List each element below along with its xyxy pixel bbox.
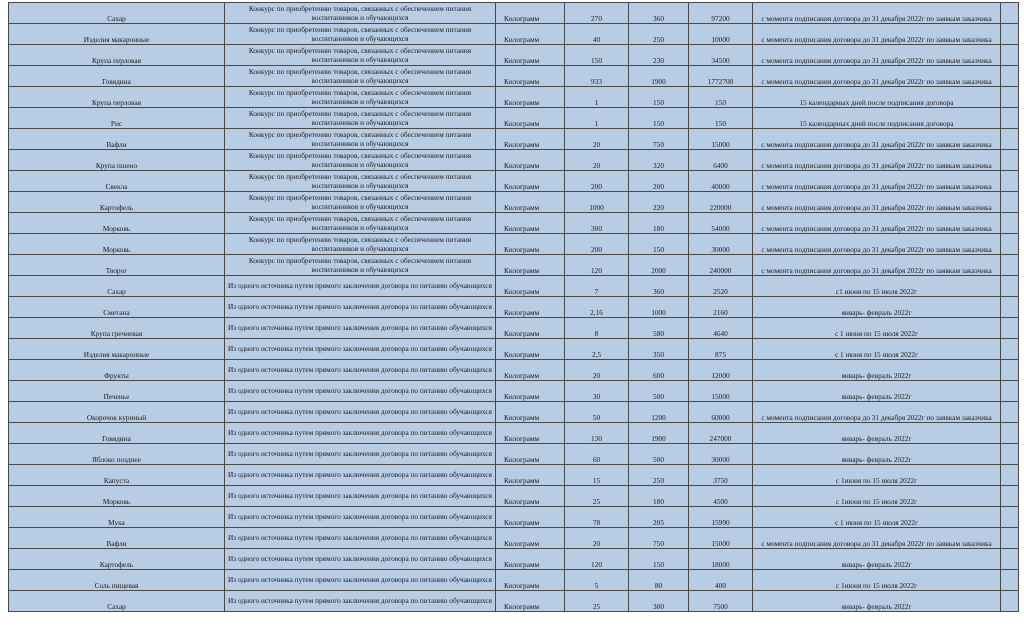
table-row bbox=[9, 423, 1019, 444]
cell-empty[interactable] bbox=[1001, 318, 1019, 339]
table-row bbox=[9, 24, 1019, 45]
cell-quantity[interactable]: 120 bbox=[565, 255, 629, 276]
cell-quantity[interactable]: 40 bbox=[565, 24, 629, 45]
cell-delivery-term[interactable]: январь- февраль 2022г bbox=[753, 381, 1001, 402]
cell-sum[interactable]: 15990 bbox=[689, 507, 753, 528]
cell-price[interactable]: 220 bbox=[629, 192, 689, 213]
cell-empty[interactable] bbox=[1001, 108, 1019, 129]
cell-delivery-term[interactable]: с момента подписания договора до 31 декабря 2022г по заявкам заказчика bbox=[753, 129, 1001, 150]
cell-product-name[interactable]: Крупа перловая bbox=[9, 45, 225, 66]
cell-quantity[interactable]: 933 bbox=[565, 66, 629, 87]
cell-product-name[interactable]: Творог bbox=[9, 255, 225, 276]
cell-sum[interactable]: 2520 bbox=[689, 276, 753, 297]
cell-unit[interactable]: Килограмм bbox=[496, 255, 565, 276]
table-row bbox=[9, 3, 1019, 24]
cell-delivery-term[interactable]: с1 июня по 15 июля 2022г bbox=[753, 276, 1001, 297]
cell-quantity[interactable]: 200 bbox=[565, 171, 629, 192]
cell-empty[interactable] bbox=[1001, 402, 1019, 423]
cell-sum[interactable]: 6400 bbox=[689, 150, 753, 171]
cell-quantity[interactable]: 2,16 bbox=[565, 297, 629, 318]
cell-procurement-method[interactable]: Из одного источника путем прямого заключения договора по питанию обучающихся bbox=[225, 507, 496, 528]
cell-delivery-term[interactable]: январь- февраль 2022г bbox=[753, 360, 1001, 381]
cell-empty[interactable] bbox=[1001, 360, 1019, 381]
table-body bbox=[9, 3, 1019, 612]
cell-price[interactable]: 750 bbox=[629, 528, 689, 549]
cell-sum[interactable]: 30000 bbox=[689, 234, 753, 255]
cell-sum[interactable]: 150 bbox=[689, 87, 753, 108]
cell-sum[interactable]: 54000 bbox=[689, 213, 753, 234]
cell-price[interactable]: 500 bbox=[629, 444, 689, 465]
cell-unit[interactable]: Килограмм bbox=[496, 528, 565, 549]
cell-empty[interactable] bbox=[1001, 24, 1019, 45]
cell-empty[interactable] bbox=[1001, 150, 1019, 171]
cell-procurement-method[interactable]: Конкурс по приобретению товаров, связанных с обеспечением питания воспитанников и обучающихся bbox=[225, 24, 496, 45]
cell-product-name[interactable]: Яблоко позднее bbox=[9, 444, 225, 465]
cell-quantity[interactable]: 120 bbox=[565, 549, 629, 570]
cell-empty[interactable] bbox=[1001, 465, 1019, 486]
cell-sum[interactable]: 18000 bbox=[689, 549, 753, 570]
cell-sum[interactable]: 15000 bbox=[689, 129, 753, 150]
table-row bbox=[9, 549, 1019, 570]
cell-quantity[interactable]: 1000 bbox=[565, 192, 629, 213]
cell-price[interactable]: 360 bbox=[629, 276, 689, 297]
cell-delivery-term[interactable]: 15 календарных дней после подписания договора bbox=[753, 87, 1001, 108]
cell-product-name[interactable]: Окорочок куриный bbox=[9, 402, 225, 423]
cell-empty[interactable] bbox=[1001, 339, 1019, 360]
cell-delivery-term[interactable]: с 1 июня по 15 июля 2022г bbox=[753, 507, 1001, 528]
cell-quantity[interactable]: 78 bbox=[565, 507, 629, 528]
table-row bbox=[9, 318, 1019, 339]
cell-price[interactable]: 230 bbox=[629, 45, 689, 66]
table-row bbox=[9, 297, 1019, 318]
cell-procurement-method[interactable]: Конкурс по приобретению товаров, связанных с обеспечением питания воспитанников и обучающихся bbox=[225, 192, 496, 213]
cell-sum[interactable]: 7500 bbox=[689, 591, 753, 612]
cell-sum[interactable]: 30000 bbox=[689, 444, 753, 465]
cell-quantity[interactable]: 1 bbox=[565, 87, 629, 108]
cell-price[interactable]: 600 bbox=[629, 360, 689, 381]
cell-delivery-term[interactable]: с 1 июня по 15 июля 2022г bbox=[753, 339, 1001, 360]
cell-unit[interactable]: Килограмм bbox=[496, 192, 565, 213]
cell-sum[interactable]: 40000 bbox=[689, 171, 753, 192]
cell-procurement-method[interactable]: Конкурс по приобретению товаров, связанных с обеспечением питания воспитанников и обучающихся bbox=[225, 87, 496, 108]
cell-unit[interactable]: Килограмм bbox=[496, 66, 565, 87]
cell-delivery-term[interactable]: 15 календарных дней после подписания договора bbox=[753, 108, 1001, 129]
cell-quantity[interactable]: 1 bbox=[565, 108, 629, 129]
cell-delivery-term[interactable]: с момента подписания договора до 31 декабря 2022г по заявкам заказчика bbox=[753, 528, 1001, 549]
cell-product-name[interactable]: Морковь bbox=[9, 486, 225, 507]
cell-empty[interactable] bbox=[1001, 87, 1019, 108]
table-row bbox=[9, 339, 1019, 360]
cell-product-name[interactable]: Изделия макаронные bbox=[9, 24, 225, 45]
cell-quantity[interactable]: 30 bbox=[565, 381, 629, 402]
cell-sum[interactable]: 150 bbox=[689, 108, 753, 129]
cell-sum[interactable]: 220000 bbox=[689, 192, 753, 213]
cell-empty[interactable] bbox=[1001, 276, 1019, 297]
cell-empty[interactable] bbox=[1001, 507, 1019, 528]
cell-price[interactable]: 1200 bbox=[629, 402, 689, 423]
table-row bbox=[9, 381, 1019, 402]
table-row bbox=[9, 465, 1019, 486]
cell-delivery-term[interactable]: январь- февраль 2022г bbox=[753, 591, 1001, 612]
cell-sum[interactable]: 97200 bbox=[689, 3, 753, 24]
cell-unit[interactable]: Килограмм bbox=[496, 465, 565, 486]
cell-product-name[interactable]: Фрукты bbox=[9, 360, 225, 381]
cell-procurement-method[interactable]: Из одного источника путем прямого заключения договора по питанию обучающихся bbox=[225, 297, 496, 318]
cell-quantity[interactable]: 200 bbox=[565, 234, 629, 255]
cell-sum[interactable]: 3750 bbox=[689, 465, 753, 486]
cell-quantity[interactable]: 7 bbox=[565, 276, 629, 297]
cell-product-name[interactable]: Картофель bbox=[9, 192, 225, 213]
cell-product-name[interactable]: Рис bbox=[9, 108, 225, 129]
cell-quantity[interactable]: 8 bbox=[565, 318, 629, 339]
cell-procurement-method[interactable]: Конкурс по приобретению товаров, связанных с обеспечением питания воспитанников и обучающихся bbox=[225, 129, 496, 150]
cell-empty[interactable] bbox=[1001, 423, 1019, 444]
table-row bbox=[9, 171, 1019, 192]
cell-unit[interactable]: Килограмм bbox=[496, 423, 565, 444]
cell-unit[interactable]: Килограмм bbox=[496, 171, 565, 192]
cell-delivery-term[interactable]: с момента подписания договора до 31 декабря 2022г по заявкам заказчика bbox=[753, 192, 1001, 213]
cell-empty[interactable] bbox=[1001, 570, 1019, 591]
cell-product-name[interactable]: Вафли bbox=[9, 129, 225, 150]
cell-procurement-method[interactable]: Из одного источника путем прямого заключения договора по питанию обучающихся bbox=[225, 528, 496, 549]
cell-empty[interactable] bbox=[1001, 45, 1019, 66]
cell-procurement-method[interactable]: Из одного источника путем прямого заключения договора по питанию обучающихся bbox=[225, 360, 496, 381]
cell-procurement-method[interactable]: Из одного источника путем прямого заключения договора по питанию обучающихся bbox=[225, 465, 496, 486]
cell-unit[interactable]: Килограмм bbox=[496, 297, 565, 318]
cell-price[interactable]: 200 bbox=[629, 171, 689, 192]
cell-procurement-method[interactable]: Конкурс по приобретению товаров, связанных с обеспечением питания воспитанников и обучающихся bbox=[225, 150, 496, 171]
cell-quantity[interactable]: 130 bbox=[565, 423, 629, 444]
cell-quantity[interactable]: 25 bbox=[565, 591, 629, 612]
cell-empty[interactable] bbox=[1001, 129, 1019, 150]
table-row bbox=[9, 108, 1019, 129]
cell-price[interactable]: 500 bbox=[629, 381, 689, 402]
cell-delivery-term[interactable]: с 1июня по 15 июля 2022г bbox=[753, 570, 1001, 591]
cell-product-name[interactable]: Соль пищевая bbox=[9, 570, 225, 591]
cell-sum[interactable]: 15000 bbox=[689, 528, 753, 549]
table-row bbox=[9, 528, 1019, 549]
cell-quantity[interactable]: 60 bbox=[565, 444, 629, 465]
cell-price[interactable]: 150 bbox=[629, 87, 689, 108]
cell-empty[interactable] bbox=[1001, 486, 1019, 507]
cell-product-name[interactable]: Капуста bbox=[9, 465, 225, 486]
cell-quantity[interactable]: 20 bbox=[565, 150, 629, 171]
cell-procurement-method[interactable]: Конкурс по приобретению товаров, связанных с обеспечением питания воспитанников и обучающихся bbox=[225, 45, 496, 66]
cell-procurement-method[interactable]: Из одного источника путем прямого заключения договора по питанию обучающихся bbox=[225, 486, 496, 507]
table-row bbox=[9, 45, 1019, 66]
cell-delivery-term[interactable]: с 1 июня по 15 июля 2022г bbox=[753, 318, 1001, 339]
cell-price[interactable]: 205 bbox=[629, 507, 689, 528]
cell-unit[interactable]: Килограмм bbox=[496, 570, 565, 591]
cell-unit[interactable]: Килограмм bbox=[496, 444, 565, 465]
cell-product-name[interactable]: Картофель bbox=[9, 549, 225, 570]
cell-product-name[interactable]: Крупа перловая bbox=[9, 87, 225, 108]
cell-product-name[interactable]: Сметана bbox=[9, 297, 225, 318]
cell-product-name[interactable]: Вафли bbox=[9, 528, 225, 549]
cell-product-name[interactable]: Свекла bbox=[9, 171, 225, 192]
cell-product-name[interactable]: Говядина bbox=[9, 423, 225, 444]
cell-empty[interactable] bbox=[1001, 297, 1019, 318]
cell-delivery-term[interactable]: с 1июня по 15 июля 2022г bbox=[753, 465, 1001, 486]
cell-price[interactable]: 150 bbox=[629, 234, 689, 255]
cell-delivery-term[interactable]: январь- февраль 2022г bbox=[753, 444, 1001, 465]
cell-product-name[interactable]: Мука bbox=[9, 507, 225, 528]
cell-empty[interactable] bbox=[1001, 3, 1019, 24]
cell-product-name[interactable]: Печенье bbox=[9, 381, 225, 402]
cell-procurement-method[interactable]: Из одного источника путем прямого заключения договора по питанию обучающихся bbox=[225, 570, 496, 591]
cell-unit[interactable]: Килограмм bbox=[496, 150, 565, 171]
cell-unit[interactable]: Килограмм bbox=[496, 45, 565, 66]
cell-price[interactable]: 320 bbox=[629, 150, 689, 171]
table-row bbox=[9, 192, 1019, 213]
cell-delivery-term[interactable]: с момента подписания договора до 31 декабря 2022г по заявкам заказчика bbox=[753, 255, 1001, 276]
cell-unit[interactable]: Килограмм bbox=[496, 24, 565, 45]
cell-product-name[interactable]: Сахар bbox=[9, 591, 225, 612]
table-row bbox=[9, 66, 1019, 87]
cell-quantity[interactable]: 270 bbox=[565, 3, 629, 24]
table-row bbox=[9, 276, 1019, 297]
cell-product-name[interactable]: Крупа пшено bbox=[9, 150, 225, 171]
cell-sum[interactable]: 15000 bbox=[689, 381, 753, 402]
cell-price[interactable]: 250 bbox=[629, 465, 689, 486]
table-row bbox=[9, 444, 1019, 465]
cell-price[interactable]: 80 bbox=[629, 570, 689, 591]
cell-delivery-term[interactable]: с момента подписания договора до 31 декабря 2022г по заявкам заказчика bbox=[753, 150, 1001, 171]
cell-delivery-term[interactable]: январь- февраль 2022г bbox=[753, 423, 1001, 444]
cell-unit[interactable]: Килограмм bbox=[496, 108, 565, 129]
cell-empty[interactable] bbox=[1001, 192, 1019, 213]
cell-quantity[interactable]: 2,5 bbox=[565, 339, 629, 360]
cell-unit[interactable]: Килограмм bbox=[496, 276, 565, 297]
table-row bbox=[9, 129, 1019, 150]
cell-quantity[interactable]: 25 bbox=[565, 486, 629, 507]
cell-procurement-method[interactable]: Конкурс по приобретению товаров, связанных с обеспечением питания воспитанников и обучающихся bbox=[225, 3, 496, 24]
cell-delivery-term[interactable]: с 1июня по 15 июля 2022г bbox=[753, 486, 1001, 507]
cell-product-name[interactable]: Крупа гречневая bbox=[9, 318, 225, 339]
cell-empty[interactable] bbox=[1001, 591, 1019, 612]
cell-price[interactable]: 580 bbox=[629, 318, 689, 339]
cell-price[interactable]: 1900 bbox=[629, 66, 689, 87]
table-row bbox=[9, 486, 1019, 507]
cell-procurement-method[interactable]: Конкурс по приобретению товаров, связанных с обеспечением питания воспитанников и обучающихся bbox=[225, 255, 496, 276]
cell-price[interactable]: 350 bbox=[629, 339, 689, 360]
table-row bbox=[9, 507, 1019, 528]
cell-quantity[interactable]: 20 bbox=[565, 129, 629, 150]
cell-procurement-method[interactable]: Из одного источника путем прямого заключения договора по питанию обучающихся bbox=[225, 444, 496, 465]
cell-price[interactable]: 2000 bbox=[629, 255, 689, 276]
cell-delivery-term[interactable]: с момента подписания договора до 31 декабря 2022г по заявкам заказчика bbox=[753, 234, 1001, 255]
cell-delivery-term[interactable]: январь- февраль 2022г bbox=[753, 549, 1001, 570]
cell-product-name[interactable]: Сахар bbox=[9, 276, 225, 297]
cell-unit[interactable]: Килограмм bbox=[496, 549, 565, 570]
cell-unit[interactable]: Килограмм bbox=[496, 486, 565, 507]
cell-price[interactable]: 150 bbox=[629, 549, 689, 570]
cell-empty[interactable] bbox=[1001, 171, 1019, 192]
cell-empty[interactable] bbox=[1001, 444, 1019, 465]
cell-sum[interactable]: 400 bbox=[689, 570, 753, 591]
cell-unit[interactable]: Килограмм bbox=[496, 591, 565, 612]
cell-empty[interactable] bbox=[1001, 255, 1019, 276]
cell-quantity[interactable]: 20 bbox=[565, 528, 629, 549]
table-row bbox=[9, 402, 1019, 423]
cell-empty[interactable] bbox=[1001, 66, 1019, 87]
cell-procurement-method[interactable]: Из одного источника путем прямого заключения договора по питанию обучающихся bbox=[225, 339, 496, 360]
cell-unit[interactable]: Килограмм bbox=[496, 402, 565, 423]
table-row bbox=[9, 255, 1019, 276]
cell-quantity[interactable]: 5 bbox=[565, 570, 629, 591]
cell-delivery-term[interactable]: с момента подписания договора до 31 декабря 2022г по заявкам заказчика bbox=[753, 45, 1001, 66]
cell-quantity[interactable]: 300 bbox=[565, 213, 629, 234]
table-row bbox=[9, 213, 1019, 234]
cell-quantity[interactable]: 20 bbox=[565, 360, 629, 381]
cell-sum[interactable]: 12000 bbox=[689, 360, 753, 381]
cell-delivery-term[interactable]: с момента подписания договора до 31 декабря 2022г по заявкам заказчика bbox=[753, 213, 1001, 234]
cell-price[interactable]: 750 bbox=[629, 129, 689, 150]
cell-sum[interactable]: 4640 bbox=[689, 318, 753, 339]
cell-sum[interactable]: 875 bbox=[689, 339, 753, 360]
cell-quantity[interactable]: 150 bbox=[565, 45, 629, 66]
cell-unit[interactable]: Килограмм bbox=[496, 234, 565, 255]
cell-price[interactable]: 300 bbox=[629, 591, 689, 612]
cell-unit[interactable]: Килограмм bbox=[496, 507, 565, 528]
cell-price[interactable]: 360 bbox=[629, 3, 689, 24]
cell-sum[interactable]: 10000 bbox=[689, 24, 753, 45]
cell-product-name[interactable]: Говядина bbox=[9, 66, 225, 87]
table-row bbox=[9, 150, 1019, 171]
cell-price[interactable]: 250 bbox=[629, 24, 689, 45]
cell-delivery-term[interactable]: с момента подписания договора до 31 декабря 2022г по заявкам заказчика bbox=[753, 24, 1001, 45]
cell-empty[interactable] bbox=[1001, 213, 1019, 234]
cell-unit[interactable]: Килограмм bbox=[496, 360, 565, 381]
table-row bbox=[9, 360, 1019, 381]
cell-delivery-term[interactable]: с момента подписания договора до 31 декабря 2022г по заявкам заказчика bbox=[753, 402, 1001, 423]
table-row bbox=[9, 234, 1019, 255]
cell-delivery-term[interactable]: январь- февраль 2022г bbox=[753, 297, 1001, 318]
cell-price[interactable]: 180 bbox=[629, 213, 689, 234]
cell-empty[interactable] bbox=[1001, 381, 1019, 402]
cell-unit[interactable]: Килограмм bbox=[496, 318, 565, 339]
cell-sum[interactable]: 247000 bbox=[689, 423, 753, 444]
cell-empty[interactable] bbox=[1001, 549, 1019, 570]
table-row bbox=[9, 87, 1019, 108]
cell-product-name[interactable]: Морковь bbox=[9, 213, 225, 234]
cell-sum[interactable]: 2160 bbox=[689, 297, 753, 318]
cell-unit[interactable]: Килограмм bbox=[496, 213, 565, 234]
cell-sum[interactable]: 60000 bbox=[689, 402, 753, 423]
cell-procurement-method[interactable]: Конкурс по приобретению товаров, связанных с обеспечением питания воспитанников и обучающихся bbox=[225, 66, 496, 87]
cell-delivery-term[interactable]: с момента подписания договора до 31 декабря 2022г по заявкам заказчика bbox=[753, 66, 1001, 87]
cell-price[interactable]: 1000 bbox=[629, 297, 689, 318]
cell-product-name[interactable]: Изделия макаронные bbox=[9, 339, 225, 360]
cell-product-name[interactable]: Морковь bbox=[9, 234, 225, 255]
cell-sum[interactable]: 4500 bbox=[689, 486, 753, 507]
cell-procurement-method[interactable]: Конкурс по приобретению товаров, связанных с обеспечением питания воспитанников и обучающихся bbox=[225, 108, 496, 129]
cell-procurement-method[interactable]: Из одного источника путем прямого заключения договора по питанию обучающихся bbox=[225, 318, 496, 339]
cell-procurement-method[interactable]: Из одного источника путем прямого заключения договора по питанию обучающихся bbox=[225, 381, 496, 402]
cell-procurement-method[interactable]: Из одного источника путем прямого заключения договора по питанию обучающихся bbox=[225, 423, 496, 444]
cell-unit[interactable]: Килограмм bbox=[496, 87, 565, 108]
cell-price[interactable]: 1900 bbox=[629, 423, 689, 444]
cell-quantity[interactable]: 15 bbox=[565, 465, 629, 486]
cell-procurement-method[interactable]: Из одного источника путем прямого заключения договора по питанию обучающихся bbox=[225, 276, 496, 297]
table-row bbox=[9, 591, 1019, 612]
cell-procurement-method[interactable]: Из одного источника путем прямого заключения договора по питанию обучающихся bbox=[225, 549, 496, 570]
table-row bbox=[9, 570, 1019, 591]
cell-delivery-term[interactable]: с момента подписания договора до 31 декабря 2022г по заявкам заказчика bbox=[753, 3, 1001, 24]
cell-unit[interactable]: Килограмм bbox=[496, 3, 565, 24]
cell-sum[interactable]: 240000 bbox=[689, 255, 753, 276]
cell-unit[interactable]: Килограмм bbox=[496, 381, 565, 402]
cell-empty[interactable] bbox=[1001, 528, 1019, 549]
cell-procurement-method[interactable]: Конкурс по приобретению товаров, связанных с обеспечением питания воспитанников и обучающихся bbox=[225, 213, 496, 234]
cell-procurement-method[interactable]: Из одного источника путем прямого заключения договора по питанию обучающихся bbox=[225, 402, 496, 423]
cell-sum[interactable]: 34500 bbox=[689, 45, 753, 66]
cell-unit[interactable]: Килограмм bbox=[496, 339, 565, 360]
cell-empty[interactable] bbox=[1001, 234, 1019, 255]
cell-quantity[interactable]: 50 bbox=[565, 402, 629, 423]
cell-sum[interactable]: 1772700 bbox=[689, 66, 753, 87]
cell-delivery-term[interactable]: с момента подписания договора до 31 декабря 2022г по заявкам заказчика bbox=[753, 171, 1001, 192]
cell-price[interactable]: 150 bbox=[629, 108, 689, 129]
cell-price[interactable]: 180 bbox=[629, 486, 689, 507]
procurement-table bbox=[8, 2, 1019, 612]
cell-procurement-method[interactable]: Конкурс по приобретению товаров, связанных с обеспечением питания воспитанников и обучающихся bbox=[225, 171, 496, 192]
cell-procurement-method[interactable]: Конкурс по приобретению товаров, связанных с обеспечением питания воспитанников и обучающихся bbox=[225, 234, 496, 255]
cell-procurement-method[interactable]: Из одного источника путем прямого заключения договора по питанию обучающихся bbox=[225, 591, 496, 612]
cell-unit[interactable]: Килограмм bbox=[496, 129, 565, 150]
cell-product-name[interactable]: Сахар bbox=[9, 3, 225, 24]
